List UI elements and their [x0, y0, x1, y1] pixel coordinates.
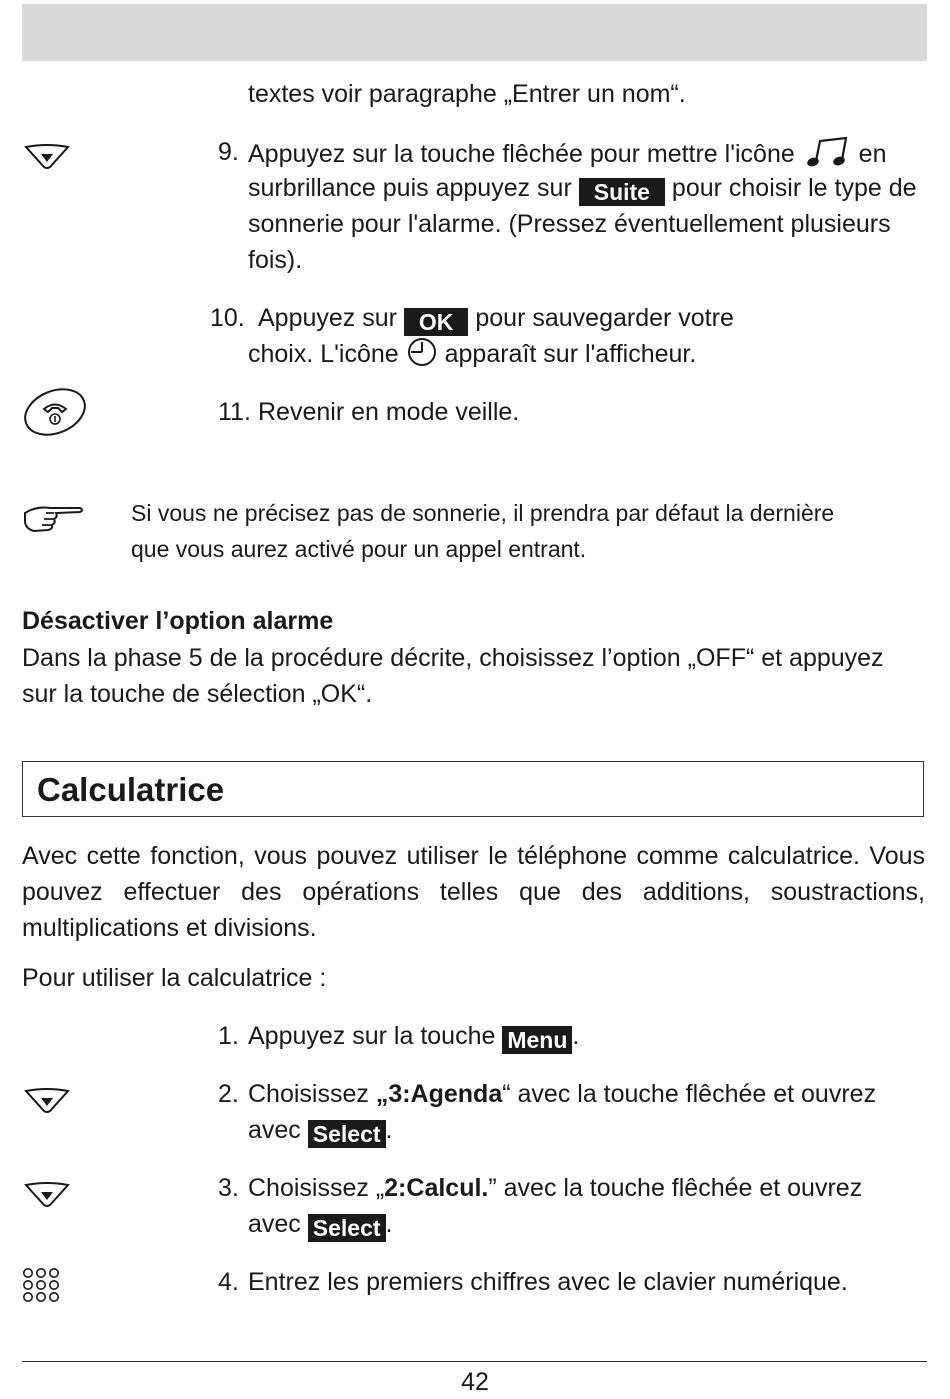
alarm-off-heading: Désactiver l’option alarme [22, 607, 334, 635]
calc-step-2-line-2 [248, 1112, 392, 1148]
step-9-line-4: fois). [248, 246, 303, 274]
step-10-text-a: Appuyez sur [258, 304, 397, 332]
calc-step-3-number: 3. [218, 1174, 239, 1202]
calc-step-3-avec: avec [248, 1210, 301, 1238]
calc-step-4-number: 4. [218, 1268, 239, 1296]
arrow-key-icon [24, 1182, 70, 1208]
section-heading-box [22, 761, 924, 817]
calc-step-1-text: Appuyez sur la touche [248, 1022, 496, 1050]
calc-step-3-pre: Choisissez „ [248, 1174, 385, 1202]
calc-step-3-after: . [385, 1210, 393, 1238]
calc-step-3-post: ” avec la touche flêchée et ouvrez [488, 1174, 863, 1202]
page-number: 42 [461, 1368, 489, 1396]
end-call-key-icon [22, 386, 88, 438]
step-9-line-3: sonnerie pour l'alarme. (Pressez éventuellement plusieurs [248, 210, 891, 238]
step-9-line-2 [248, 170, 917, 206]
calc-step-1-number: 1. [218, 1022, 239, 1050]
step-10-number: 10. [210, 304, 245, 332]
menu-key: Menu [502, 1026, 572, 1054]
ok-key: OK [404, 308, 469, 336]
step-10-line-2 [248, 336, 696, 378]
calc-step-4-text: Entrez les premiers chiffres avec le clavier numérique. [248, 1268, 848, 1296]
footer-rule [22, 1361, 927, 1362]
calc-step-3-line-2 [248, 1206, 392, 1242]
calc-step-2-avec: avec [248, 1116, 301, 1144]
step-9-text-c: surbrillance puis appuyez sur [248, 174, 572, 202]
step-11-number: 11. [218, 398, 251, 426]
step-9-text-d: pour choisir le type de [671, 174, 917, 202]
alarm-off-line-1: Dans la phase 5 de la procédure décrite, choisissez l’option „OFF“ et appuyez [22, 644, 884, 672]
arrow-key-icon [24, 144, 70, 170]
step-9-text-a: Appuyez sur la touche flêchée pour mettre l'icône [248, 140, 795, 168]
calc-step-3-line-1 [248, 1170, 862, 1206]
step-9-number: 9. [218, 138, 239, 166]
arrow-key-icon [24, 1088, 70, 1114]
select-key: Select [308, 1214, 386, 1242]
step-10-text-b: pour sauvegarder votre [475, 304, 734, 332]
calc-step-2-post: “ avec la touche flêchée et ouvrez [502, 1080, 877, 1108]
suite-key: Suite [579, 178, 665, 206]
pointing-hand-icon [22, 502, 86, 534]
calc-step-1-line [248, 1018, 579, 1054]
step-11-text: Revenir en mode veille. [258, 398, 520, 426]
calc-step-2-option: „3:Agenda [375, 1080, 503, 1108]
calc-step-2-pre: Choisissez [248, 1080, 376, 1108]
intro-paragraph-end: multiplications et divisions. [22, 914, 317, 942]
step-9-text-b: en [858, 140, 887, 168]
note-line-1: Si vous ne précisez pas de sonnerie, il prendra par défaut la dernière [131, 500, 835, 526]
calc-step-2-number: 2. [218, 1080, 239, 1108]
select-key: Select [308, 1120, 386, 1148]
alarm-off-line-2: sur la touche de sélection „OK“. [22, 680, 373, 708]
usage-text: Pour utiliser la calculatrice : [22, 964, 327, 992]
header-bar [22, 4, 927, 61]
keypad-icon [22, 1267, 60, 1303]
calc-step-1-after: . [572, 1022, 580, 1050]
calc-step-2-after: . [385, 1116, 393, 1144]
calc-step-3-option: 2:Calcul. [384, 1174, 489, 1202]
step-10-text-d: apparaît sur l'afficheur. [444, 340, 697, 368]
step-10-text-c: choix. L'icône [248, 340, 399, 368]
calc-step-2-line-1 [248, 1076, 876, 1112]
continuation-text: textes voir paragraphe „Entrer un nom“. [248, 80, 686, 108]
clock-icon [406, 336, 438, 378]
section-title: Calculatrice [37, 771, 225, 808]
step-10-line-1 [258, 300, 734, 336]
note-line-2: que vous aurez activé pour un appel entrant. [131, 536, 587, 562]
intro-paragraph: Avec cette fonction, vous pouvez utiliser le téléphone comme calculatrice. Vous pouvez effectuer des opérations telles que des additions, soustractions, [22, 842, 925, 906]
